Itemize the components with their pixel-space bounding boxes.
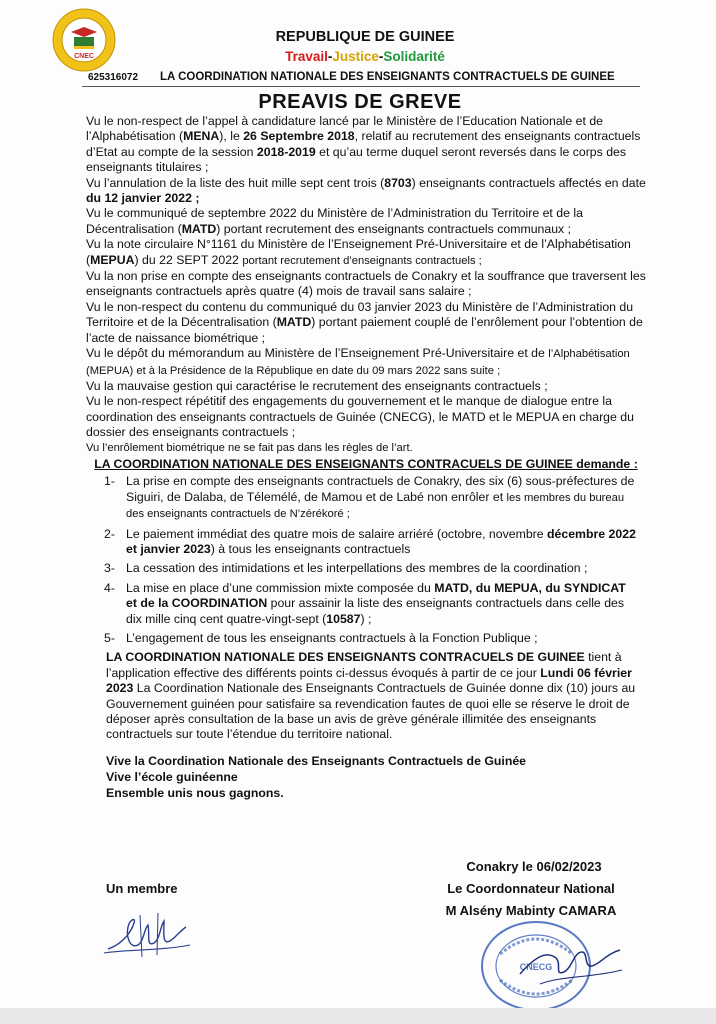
signer-name: M Alsény Mabinty CAMARA: [445, 903, 617, 918]
consideration-5: Vu la non prise en compte des enseignants contractuels de Conakry et la souffrance que traversent les enseignants contractuels après quatre (4) mois de travail sans salaire ;: [86, 269, 646, 299]
consideration-3: Vu le communiqué de septembre 2022 du Ministère de l’Administration du Territoire et de la Décentralisation (MATD) portant recrutement des enseignants contractuels communaux ;: [86, 206, 583, 236]
slogan-2: Vive l’école guinéenne: [106, 769, 238, 784]
consideration-4: Vu la note circulaire N°1161 du Ministère de l’Enseignement Pré-Universitaire et de l’Alphabétisation (MEPUA) du 22 SEPT 2022 portant recrutement d’enseignants contractuels ;: [86, 237, 631, 267]
consideration-2: Vu l’annulation de la liste des huit mille sept cent trois (8703) enseignants contractuels affectés en date du 12 janvier 2022 ;: [86, 175, 646, 206]
slogan-1: Vive la Coordination Nationale des Enseignants Contractuels de Guinée: [106, 753, 527, 768]
cnec-logo: [52, 8, 116, 72]
bottom-strip: [0, 1008, 716, 1024]
demand-item-2: 2- Le paiement immédiat des quatre mois de salaire arriéré (octobre, novembre décembre 2022 et janvier 2023) à tous les enseignants contractuels: [104, 526, 636, 556]
header-divider: [82, 86, 640, 87]
demand-item-3: 3- La cessation des intimidations et les interpellations des membres de la coordination ;: [104, 561, 588, 576]
signer-title: Le Coordonnateur National: [447, 881, 615, 896]
organization-name: LA COORDINATION NATIONALE DES ENSEIGNANTS CONTRACTUELS DE GUINEE: [160, 71, 615, 83]
consideration-7: Vu le dépôt du mémorandum au Ministère de l’Enseignement Pré-Universitaire et de l’Alphabétisation (MEPUA) et à la Présidence de la République en date du 09 mars 2022 sans suite ;: [86, 346, 630, 377]
demand-item-4: 4- La mise en place d’une commission mixte composée du MATD, du MEPUA, du SYNDICAT et de la COORDINATION pour assainir la liste des enseignants contractuels dans celle des dix mille cinq cent quatre-vingt-sept (10587) ;: [104, 580, 626, 626]
consideration-1: Vu le non-respect de l’appel à candidature lancé par le Ministère de l’Education Nationale et de l’Alphabétisation (MENA), le 26 Septembre 2018, relatif au recrutement des enseignants contractuels d’Etat au compte de la session 2018-2019 et qu’au terme duquel seront reversés dans le corps des enseignants titulaires ;: [86, 114, 641, 175]
country-name: REPUBLIQUE DE GUINEE: [275, 29, 455, 45]
demand-heading: LA COORDINATION NATIONALE DES ENSEIGNANTS CONTRACUELS DE GUINEE demande :: [94, 456, 638, 471]
demand-item-5: 5- L’engagement de tous les enseignants contractuels à la Fonction Publique ;: [104, 631, 538, 645]
place-date: Conakry le 06/02/2023: [466, 859, 602, 874]
svg-text:CNECG: CNECG: [519, 962, 553, 972]
consideration-6: Vu le non-respect du contenu du communiqué du 03 janvier 2023 du Ministère de l’Administration du Territoire et de la Décentralisation (MATD) portant paiement couplé de l’enrôlement pour l’obtention de l’acte de naissance biométrique ;: [86, 299, 643, 345]
member-label: Un membre: [106, 881, 178, 896]
consideration-9: Vu le non-respect répétitif des engagements du gouvernement et le manque de dialogue entre la coordination des enseignants contractuels de Guinée (CNECG), le MATD et le MEPUA en charge du dossier des enseignants contractuels ;: [86, 394, 634, 440]
demands-list: [86, 474, 646, 646]
national-motto: Travail-Justice-Solidarité: [285, 49, 445, 64]
demand-item-1: 1- La prise en compte des enseignants contractuels de Conakry, des six (6) sous-préfectures de Siguiri, de Dalaba, de Télemélé, de Mamou et de Labé non enrôler et les membres du bureau des enseignants contractuels de N’zérékoré ;: [104, 474, 635, 521]
consideration-10: Vu l’enrôlement biométrique ne se fait pas dans les règles de l’art.: [86, 441, 413, 454]
phone-number: 625316072: [88, 72, 139, 83]
svg-text:CNEC: CNEC: [74, 53, 94, 60]
coordinator-signature: [510, 928, 630, 998]
slogan-3: Ensemble unis nous gagnons.: [106, 785, 284, 800]
consideration-8: Vu la mauvaise gestion qui caractérise le recrutement des enseignants contractuels ;: [86, 378, 548, 393]
document-body: [86, 114, 646, 801]
closing-paragraph: LA COORDINATION NATIONALE DES ENSEIGNANTS CONTRACUELS DE GUINEE tient à l’application effective des différents points ci-dessus évoqués à partir de ce jour Lundi 06 février 2023 La Coordination Nationale des Enseignants Contractuels de Guinée donne dix (10) jours au Gouvernement guinéen pour satisfaire sa revendication fautes de quoi elle se réserve le droit de déposer après consultation de la base un avis de grève générale illimitée des enseignants contractuels sur toute l’étendue du territoire national.: [106, 650, 636, 742]
document-title: PREAVIS DE GREVE: [258, 91, 462, 113]
member-signature: [100, 905, 195, 965]
slogans: [86, 753, 646, 801]
